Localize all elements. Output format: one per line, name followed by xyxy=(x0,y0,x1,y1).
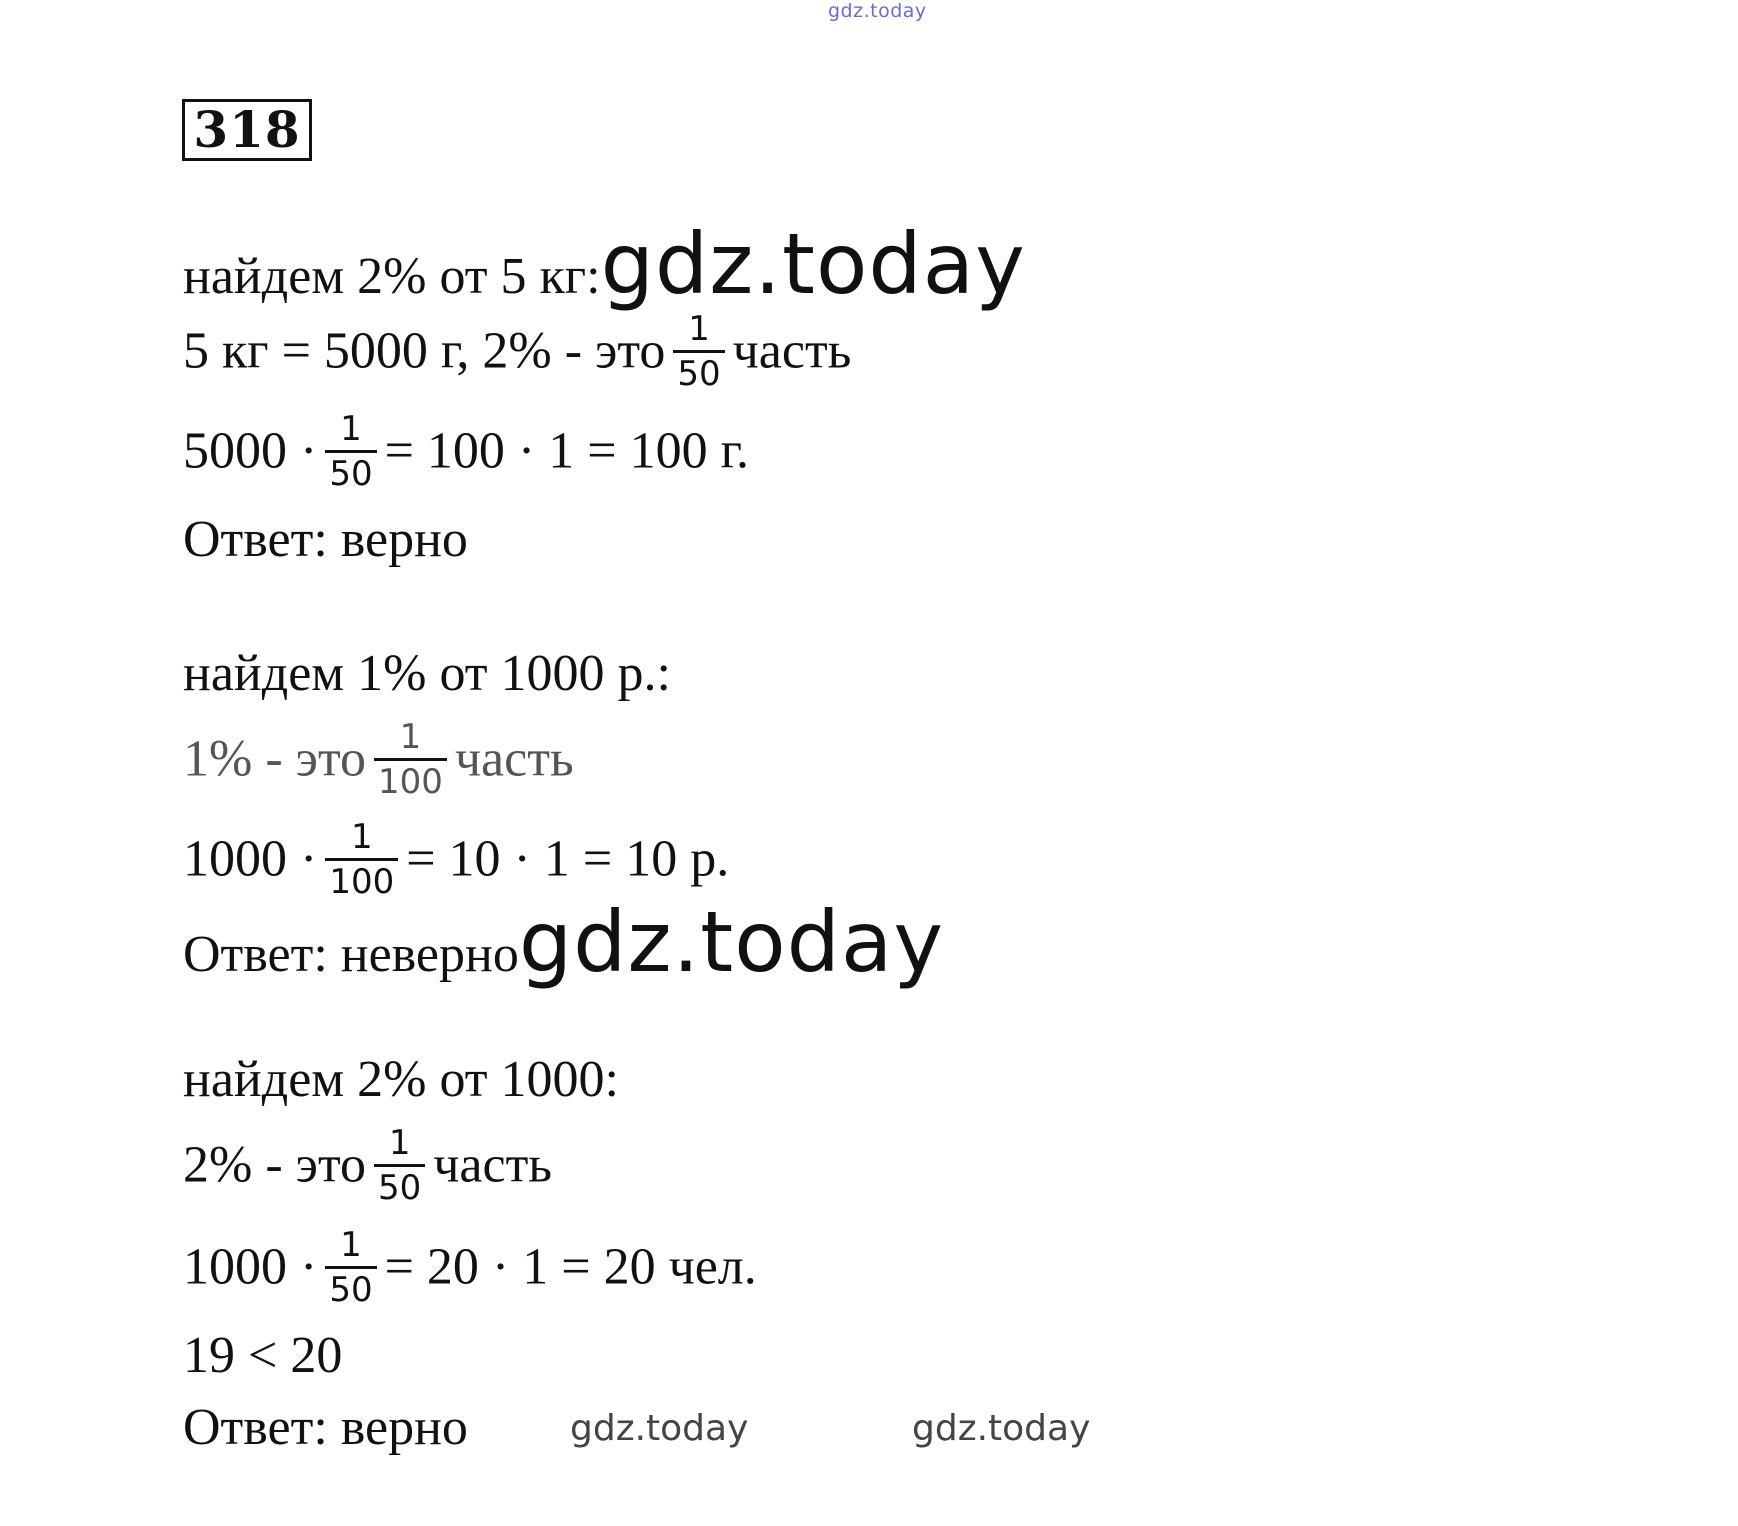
block1-line3 xyxy=(183,409,750,495)
block1-answer: Ответ: верно xyxy=(183,511,468,568)
fraction-numerator: 1 xyxy=(673,312,724,353)
block2-answer xyxy=(183,893,945,991)
block2-line2-fraction xyxy=(374,717,447,802)
block2-line3-post: = 10 · 1 = 10 р. xyxy=(406,830,730,888)
block1-line3-fraction xyxy=(325,409,376,494)
block3-answer: Ответ: верно xyxy=(183,1399,468,1456)
block1-line1 xyxy=(183,215,1026,313)
task-number: 318 xyxy=(182,99,312,161)
block2-line3 xyxy=(183,817,730,903)
block1-line1-text: найдем 2% от 5 кг: xyxy=(183,248,601,305)
fraction-denominator: 100 xyxy=(378,762,443,802)
block1-line2-pre: 5 кг = 5000 г, 2% - это xyxy=(183,322,666,380)
fraction-numerator: 1 xyxy=(325,820,398,861)
watermark-small-2: gdz.today xyxy=(912,1408,1091,1449)
block3-line3-post: = 20 · 1 = 20 чел. xyxy=(384,1238,757,1296)
block3-line2 xyxy=(183,1123,553,1209)
block2-answer-text: Ответ: неверно xyxy=(183,926,519,983)
block2-line3-pre: 1000 · xyxy=(183,830,318,888)
block1-line2-post: часть xyxy=(732,322,852,380)
fraction-numerator: 1 xyxy=(374,1126,425,1167)
watermark-large-2: gdz.today xyxy=(518,893,945,991)
block2-line2-post: часть xyxy=(454,730,574,788)
block3-line2-fraction xyxy=(374,1123,425,1208)
block2-line3-fraction xyxy=(325,817,398,902)
block3-line3-fraction xyxy=(325,1225,376,1310)
block3-line3 xyxy=(183,1225,757,1311)
fraction-numerator: 1 xyxy=(325,412,376,453)
fraction-denominator: 50 xyxy=(329,1270,373,1310)
block1-line3-pre: 5000 · xyxy=(183,422,318,480)
fraction-numerator: 1 xyxy=(374,720,447,761)
block2-line2-pre: 1% - это xyxy=(183,730,366,788)
block1-line2 xyxy=(183,309,852,395)
block2-line1: найдем 1% от 1000 р.: xyxy=(183,645,671,702)
watermark-large-1: gdz.today xyxy=(600,215,1026,313)
block3-line2-post: часть xyxy=(433,1136,553,1194)
block3-line2-pre: 2% - это xyxy=(183,1136,366,1194)
block3-line4: 19 < 20 xyxy=(183,1327,343,1384)
fraction-denominator: 100 xyxy=(329,862,395,902)
fraction-denominator: 50 xyxy=(329,454,373,494)
fraction-numerator: 1 xyxy=(325,1228,376,1269)
block1-line3-post: = 100 · 1 = 100 г. xyxy=(384,422,750,480)
watermark-small-1: gdz.today xyxy=(570,1408,749,1449)
block1-line2-fraction xyxy=(673,309,724,394)
fraction-denominator: 50 xyxy=(677,354,721,394)
block2-line2 xyxy=(183,717,574,803)
watermark-top: gdz.today xyxy=(828,0,927,22)
block3-line3-pre: 1000 · xyxy=(183,1238,318,1296)
fraction-denominator: 50 xyxy=(378,1168,422,1208)
block3-line1: найдем 2% от 1000: xyxy=(183,1051,619,1108)
